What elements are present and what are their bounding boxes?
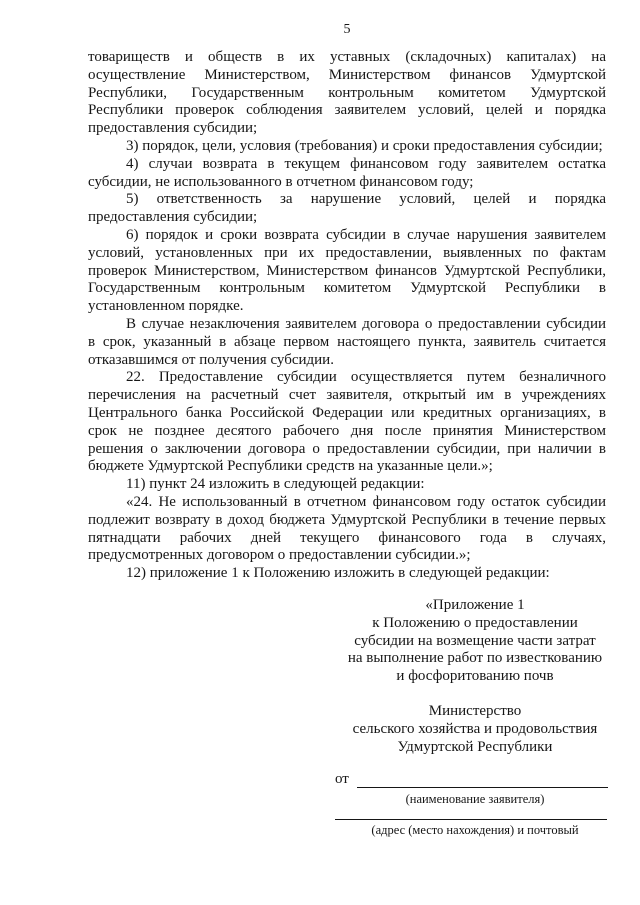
text-line: отказавшимся от получения субсидии.	[88, 351, 334, 368]
text-line: решения о заключении договора о предоставлении субсидии, при наличии в	[88, 440, 606, 457]
text-line: 22. Предоставление субсидии осуществляется путем безналичного	[126, 369, 606, 386]
text-line: осуществление Министерством, Министерством финансов Удмуртской	[88, 66, 606, 83]
paragraph	[88, 49, 606, 138]
text-line: предусмотренных договором о предоставлении субсидии.»;	[88, 547, 471, 564]
addressee-line: сельского хозяйства и продовольствия	[352, 720, 598, 737]
addressee-line: Министерство	[428, 703, 522, 719]
text-line: субсидии, не использованного в отчетном финансовом году;	[88, 173, 474, 190]
text-line: 6) порядок и сроки возврата субсидии в случае нарушения заявителем	[126, 226, 606, 243]
paragraph	[88, 138, 606, 156]
text-line: перечисления на расчетный счет заявителя, открытый им в учреждениях	[88, 387, 606, 404]
applicant-address-caption: (адрес (место нахождения) и почтовый	[371, 823, 579, 837]
applicant-name-caption: (наименование заявителя)	[405, 792, 545, 806]
text-line: условий, установленных при их предоставлении, выявленных по фактам	[88, 244, 606, 261]
paragraph	[88, 565, 606, 583]
text-line: товариществ и обществ в их уставных (складочных) капиталах) на	[88, 49, 606, 65]
appendix-heading-line: на выполнение работ по известкованию	[347, 650, 603, 667]
text-line: срок не позднее десятого рабочего дня после принятия Министерством	[88, 422, 606, 439]
text-line: 5) ответственность за нарушение условий, целей и порядка	[126, 191, 606, 208]
text-line: Республики, Государственным контрольным комитетом Удмуртской	[88, 84, 606, 101]
appendix-heading-line: к Положению о предоставлении	[372, 614, 578, 631]
addressee-block	[342, 703, 608, 756]
text-line: в срок, указанный в абзаце первом настоящего пункта, заявитель считается	[88, 333, 606, 350]
applicant-name-line	[357, 787, 608, 788]
appendix-heading-line: и фосфоритованию почв	[396, 668, 554, 685]
applicant-address-line	[335, 819, 607, 820]
text-line: Центрального банка Российской Федерации или кредитных организациях, в	[88, 404, 606, 421]
body-text	[88, 49, 606, 583]
text-line: 12) приложение 1 к Положению изложить в следующей редакции:	[126, 565, 550, 582]
addressee-line: Удмуртской Республики	[397, 738, 553, 755]
text-line: бюджете Удмуртской Республики средств на указанные цели.»;	[88, 458, 493, 475]
text-line: «24. Не использованный в отчетном финансовом году остаток субсидии	[126, 493, 606, 510]
paragraph	[88, 494, 606, 565]
text-line: подлежит возврату в доход бюджета Удмуртской Республики в течение первых	[88, 511, 606, 528]
from-label: от	[335, 771, 349, 787]
paragraph	[88, 191, 606, 227]
paragraph	[88, 156, 606, 192]
paragraph	[88, 476, 606, 494]
text-line: предоставления субсидии;	[88, 209, 258, 226]
text-line: Республики проверок соблюдения заявителем условий, целей и порядка	[88, 102, 606, 119]
paragraph	[88, 316, 606, 369]
text-line: 4) случаи возврата в текущем финансовом году заявителем остатка	[126, 155, 606, 172]
paragraph	[88, 227, 606, 316]
appendix-heading-line: субсидии на возмещение части затрат	[354, 632, 596, 649]
text-line: В случае незаключения заявителем договора о предоставлении субсидии	[126, 315, 606, 332]
text-line: предоставления субсидии;	[88, 120, 258, 137]
text-line: Государственным контрольным комитетом Удмуртской Республики в	[88, 280, 606, 297]
text-line: 11) пункт 24 изложить в следующей редакции:	[126, 476, 425, 493]
paragraph	[88, 369, 606, 476]
appendix-heading	[342, 597, 608, 686]
text-line: пятнадцати рабочих дней текущего финансового года в случаях,	[88, 529, 606, 546]
text-line: 3) порядок, цели, условия (требования) и сроки предоставления субсидии;	[126, 137, 603, 154]
page-number: 5	[343, 22, 351, 37]
appendix-heading-line: «Приложение 1	[425, 597, 525, 613]
text-line: проверок Министерством, Министерством финансов Удмуртской Республики,	[88, 262, 606, 279]
text-line: установленном порядке.	[88, 298, 244, 315]
